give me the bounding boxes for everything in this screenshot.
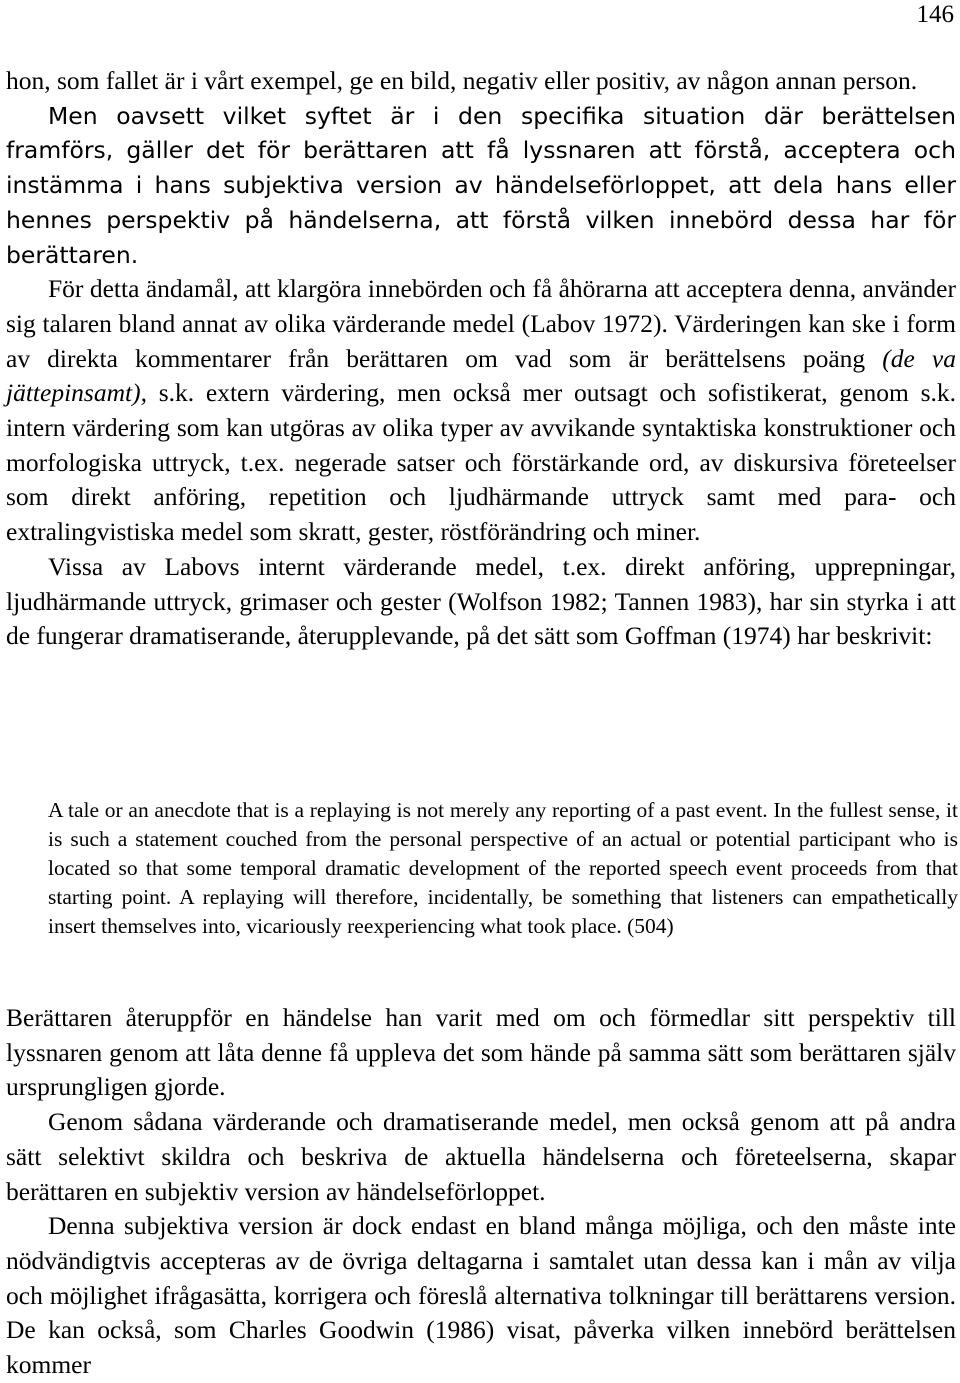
block-quote-goffman: A tale or an anecdote that is a replaying is not merely any reporting of a past event. In the fullest sense, it is such a statement couched from the personal perspective of an actual or potential participant who is located so that some temporal dramatic development of the reported speech event proceeds from that starting point. A replaying will therefore, incidentally, be something that listeners can empathetically insert themselves into, vicariously reexperiencing what took place. (504) xyxy=(48,798,958,938)
evaluation-example-italic: (de va jättepinsamt), xyxy=(6,343,956,408)
paragraph-labov-means: Vissa av Labovs internt värderande medel, t.ex. direkt anföring, upprepningar, ljudhärmande uttryck, grimaser och gester (Wolfson 1982; Tannen 1983), har sin styrka i att de fungerar dramatiserande, återupplevande, på det sätt som Goffman (1974) har beskrivit: xyxy=(6,551,956,651)
body-text-before-quote xyxy=(6,64,956,654)
paragraph-subjective-version: Genom sådana värderande och dramatiserande medel, men också genom att på andra sätt selektivt skildra och beskriva de aktuella händelserna och företeelserna, skapar berättaren en subjektiv version av händelseförloppet. xyxy=(6,1107,956,1206)
paragraph-continuation: hon, som fallet är i vårt exempel, ge en bild, negativ eller positiv, av någon annan person. xyxy=(6,66,918,95)
page-number: 146 xyxy=(916,1,954,28)
body-text-after-quote xyxy=(6,1001,956,1383)
paragraph-reenactment: Berättaren återuppför en händelse han varit med om och förmedlar sitt perspektiv till lyssnaren genom att låta denne få uppleva det som hände på samma sätt som berättaren själv ursprungligen gjorde. xyxy=(6,1003,956,1102)
paragraph-purpose: Men oavsett vilket syftet är i den specifika situation där berättelsen framförs, gäller det för berättaren att få lyssnaren att förstå, acceptera och instämma i hans subjektiva version av händelseförloppet, att dela hans eller hennes perspektiv på händelserna, att förstå vilken innebörd dessa har för berättaren. xyxy=(6,101,956,269)
paragraph-evaluation xyxy=(6,272,956,550)
evaluation-text-b: s.k. extern värdering, men också mer outsagt och sofistikerat, genom s.k. intern värdering som kan utgöras av olika typer av avvikande syntaktiska konstruktioner och morfologiska uttryck, t.ex. negerade satser och förstärkande ord, av diskursiva företeelser som direkt anföring, repetition och ljudhärmande uttryck samt med para- och extralingvistiska medel som skratt, gester, röstförändring och miner. xyxy=(6,378,956,547)
evaluation-text-a: För detta ändamål, att klargöra innebörden och få åhörarna att acceptera denna, använder sig talaren bland annat av olika värderande medel (Labov 1972). Värderingen kan ske i form av direkta kommentarer från berättaren om vad som är berättelsens poäng xyxy=(6,274,956,373)
paragraph-alternatives: Denna subjektiva version är dock endast en bland många möjliga, och den måste inte nödvändigtvis accepteras av de övriga deltagarna i samtalet utan dessa kan i mån av vilja och möjlighet ifrågasätta, korrigera och föreslå alternativa tolkningar till berättarens version. De kan också, som Charles Goodwin (1986) visat, påverka vilken innebörd berättelsen kommer xyxy=(6,1211,956,1380)
